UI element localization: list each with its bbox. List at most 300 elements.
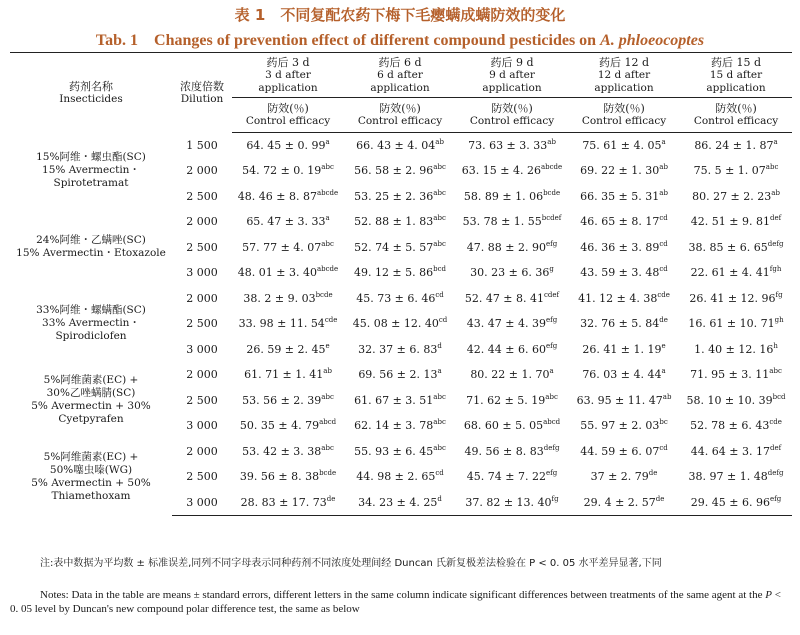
significance-letters: abc xyxy=(433,163,446,172)
efficacy-value: 44. 59 ± 6. 07 xyxy=(580,444,660,458)
efficacy-value-cell xyxy=(568,158,680,184)
significance-letters: a xyxy=(325,138,330,146)
efficacy-value-cell xyxy=(456,362,568,388)
efficacy-value-cell xyxy=(680,235,792,261)
efficacy-value: 29. 4 ± 2. 57 xyxy=(583,495,656,509)
efficacy-value-cell xyxy=(456,413,568,439)
significance-letters: cd xyxy=(659,239,668,248)
efficacy-value-cell xyxy=(456,209,568,235)
efficacy-value: 69. 22 ± 1. 30 xyxy=(580,164,660,178)
efficacy-value: 66. 35 ± 5. 31 xyxy=(580,189,660,203)
efficacy-value: 43. 47 ± 4. 39 xyxy=(466,317,546,331)
significance-letters: gh xyxy=(774,316,784,325)
efficacy-value: 48. 01 ± 3. 40 xyxy=(237,266,317,280)
significance-letters: e xyxy=(661,341,666,350)
efficacy-value-cell xyxy=(680,490,792,516)
efficacy-value-cell xyxy=(232,439,344,465)
efficacy-value-cell xyxy=(232,464,344,490)
agent-name-en1: 33% Avermectin・ xyxy=(42,317,140,330)
header-day-0 xyxy=(232,53,344,98)
header-day-en1: 12 d after xyxy=(597,68,651,81)
significance-letters: e xyxy=(325,341,330,350)
header-efficacy-en: Control efficacy xyxy=(245,115,331,127)
significance-letters: efg xyxy=(545,341,558,350)
efficacy-value-cell xyxy=(232,388,344,414)
dilution-cell: 2 500 xyxy=(186,393,218,407)
efficacy-value-cell xyxy=(232,235,344,261)
agent-name-en2: Spirodiclofen xyxy=(55,330,127,343)
efficacy-value: 69. 56 ± 2. 13 xyxy=(358,368,438,382)
efficacy-value-cell xyxy=(456,464,568,490)
significance-letters: d xyxy=(437,341,442,350)
header-efficacy-1 xyxy=(344,98,456,133)
table-note-en xyxy=(10,588,790,616)
table-note-en-p: P xyxy=(765,589,772,601)
header-efficacy-2 xyxy=(456,98,568,133)
significance-letters: abc xyxy=(433,188,446,197)
header-day-en2: application xyxy=(370,81,430,94)
efficacy-value-cell xyxy=(344,311,456,337)
significance-letters: a xyxy=(773,138,778,146)
agent-name-cn: 33%阿维・螺螨酯(SC) xyxy=(36,304,146,317)
efficacy-value-cell xyxy=(344,337,456,363)
efficacy-value: 45. 74 ± 7. 22 xyxy=(466,470,546,484)
efficacy-value: 49. 56 ± 8. 83 xyxy=(464,444,544,458)
table-title-cn: 表 1 不同复配农药下梅下毛瘿螨成螨防效的变化 xyxy=(234,6,566,24)
significance-letters: efg xyxy=(769,494,782,503)
efficacy-value-cell xyxy=(344,184,456,210)
efficacy-value-cell xyxy=(344,439,456,465)
efficacy-value-cell xyxy=(232,209,344,235)
efficacy-value: 43. 59 ± 3. 48 xyxy=(580,266,660,280)
agent-name-cell xyxy=(10,362,172,439)
header-day-en2: application xyxy=(706,81,766,94)
efficacy-value: 32. 37 ± 6. 83 xyxy=(358,342,438,356)
significance-letters: abcde xyxy=(316,188,339,197)
dilution-cell: 2 500 xyxy=(186,189,218,203)
significance-letters: cde xyxy=(324,316,338,325)
dilution-cell: 3 000 xyxy=(186,419,218,433)
header-day-en1: 6 d after xyxy=(377,68,423,81)
significance-letters: abc xyxy=(545,392,558,401)
dilution-cell: 2 000 xyxy=(186,215,218,229)
efficacy-value-cell xyxy=(456,490,568,516)
efficacy-value: 76. 03 ± 4. 44 xyxy=(582,368,662,382)
efficacy-value-cell xyxy=(568,209,680,235)
header-day-en2: application xyxy=(258,81,318,94)
significance-letters: bcdef xyxy=(541,214,562,223)
header-day-en1: 9 d after xyxy=(489,68,535,81)
dilution-cell: 2 000 xyxy=(186,444,218,458)
efficacy-value: 16. 61 ± 10. 71 xyxy=(688,317,775,331)
efficacy-value-cell xyxy=(568,286,680,312)
agent-name-cell xyxy=(10,209,172,286)
header-dilution-en: Dilution xyxy=(180,92,224,105)
agent-name-cn: 5%阿维菌素(EC) + xyxy=(43,451,139,463)
significance-letters: cd xyxy=(435,290,444,299)
significance-letters: fgh xyxy=(769,265,782,274)
table-row xyxy=(10,209,792,235)
efficacy-value-cell xyxy=(456,311,568,337)
efficacy-value-cell xyxy=(568,464,680,490)
significance-letters: cd xyxy=(438,316,448,325)
efficacy-value-cell xyxy=(456,260,568,286)
efficacy-value-cell xyxy=(568,133,680,159)
significance-letters: de xyxy=(659,316,668,325)
header-agent xyxy=(10,53,172,133)
efficacy-value: 22. 61 ± 4. 41 xyxy=(690,266,770,280)
agent-name-cn: 15%阿维・螺虫酯(SC) xyxy=(36,151,146,164)
header-day-3 xyxy=(568,53,680,98)
efficacy-value: 65. 47 ± 3. 33 xyxy=(246,215,326,229)
header-day-2 xyxy=(456,53,568,98)
efficacy-value-cell xyxy=(456,235,568,261)
efficacy-value: 37. 82 ± 13. 40 xyxy=(465,495,552,509)
table-row xyxy=(10,362,792,388)
efficacy-value: 58. 10 ± 10. 39 xyxy=(686,393,773,407)
agent-name-en2: Spirotetramat xyxy=(53,177,129,190)
significance-letters: abcd xyxy=(319,418,337,427)
header-day-en1: 15 d after xyxy=(709,68,763,81)
efficacy-value: 44. 64 ± 3. 17 xyxy=(690,444,770,458)
efficacy-value: 45. 08 ± 12. 40 xyxy=(352,317,439,331)
significance-letters: abc xyxy=(769,367,782,376)
efficacy-value: 41. 12 ± 4. 38 xyxy=(578,291,658,305)
efficacy-value: 53. 56 ± 2. 39 xyxy=(242,393,322,407)
efficacy-value-cell xyxy=(568,337,680,363)
efficacy-value: 29. 45 ± 6. 96 xyxy=(690,495,770,509)
significance-letters: bc xyxy=(659,418,668,427)
efficacy-value: 53. 42 ± 3. 38 xyxy=(242,444,322,458)
efficacy-value-cell xyxy=(456,388,568,414)
efficacy-value-cell xyxy=(456,158,568,184)
agent-name-en2: Cyetpyrafen xyxy=(58,413,124,426)
significance-letters: abcde xyxy=(540,163,563,172)
table-note-cn: 注:表中数据为平均数 ± 标准误差,同列不同字母表示同种药剂不同浓度处理间经 Duncan 氏新复极差法检验在 P < 0. 05 水平差异显著,下同 xyxy=(40,558,662,569)
efficacy-value-cell xyxy=(456,439,568,465)
header-efficacy-en: Control efficacy xyxy=(581,115,667,127)
efficacy-value: 75. 5 ± 1. 07 xyxy=(693,164,766,178)
significance-letters: ab xyxy=(771,188,780,197)
table-note-en-b: < 0. 05 level by Duncan's new compound polar difference test, the same as below xyxy=(10,589,781,615)
agent-name-en1: 5% Avermectin + 50% xyxy=(31,477,151,489)
efficacy-value-cell xyxy=(568,439,680,465)
efficacy-value: 56. 58 ± 2. 96 xyxy=(354,164,434,178)
efficacy-value-cell xyxy=(456,286,568,312)
dilution-cell: 2 000 xyxy=(186,164,218,178)
agent-name-cn2: 30%乙唑螨腈(SC) xyxy=(46,387,136,400)
dilution-cell: 3 000 xyxy=(186,342,218,356)
efficacy-value: 44. 98 ± 2. 65 xyxy=(356,470,436,484)
efficacy-value-cell xyxy=(344,464,456,490)
header-day-en2: application xyxy=(482,81,542,94)
efficacy-value: 61. 67 ± 3. 51 xyxy=(354,393,434,407)
header-efficacy-cn: 防效(％) xyxy=(491,102,533,115)
header-agent-en: Insecticides xyxy=(59,92,123,105)
header-day-en1: 3 d after xyxy=(265,68,311,81)
significance-letters: abcde xyxy=(316,265,339,274)
efficacy-value-cell xyxy=(680,464,792,490)
header-day-cn: 药后 12 d xyxy=(598,55,650,69)
header-efficacy-cn: 防效(％) xyxy=(267,102,309,115)
efficacy-value: 50. 35 ± 4. 79 xyxy=(239,419,320,433)
significance-letters: cd xyxy=(659,265,668,274)
efficacy-value-cell xyxy=(680,362,792,388)
dilution-cell: 2 000 xyxy=(186,291,218,305)
efficacy-value-cell xyxy=(680,260,792,286)
efficacy-value: 33. 98 ± 11. 54 xyxy=(238,317,325,331)
dilution-cell: 1 500 xyxy=(186,138,218,152)
efficacy-value: 53. 78 ± 1. 55 xyxy=(462,215,542,229)
header-efficacy-3 xyxy=(568,98,680,133)
efficacy-value: 30. 23 ± 6. 36 xyxy=(470,266,550,280)
significance-letters: defg xyxy=(543,443,560,452)
efficacy-value: 46. 36 ± 3. 89 xyxy=(580,240,660,254)
significance-letters: abcd xyxy=(543,418,561,427)
efficacy-value: 49. 12 ± 5. 86 xyxy=(353,266,434,280)
agent-name-cell xyxy=(10,286,172,363)
efficacy-value-cell xyxy=(232,184,344,210)
agent-name-en1: 5% Avermectin + 30% xyxy=(31,400,151,413)
efficacy-value-cell xyxy=(568,184,680,210)
significance-letters: fg xyxy=(775,290,783,299)
efficacy-value-cell xyxy=(456,184,568,210)
significance-letters: defg xyxy=(767,469,784,478)
significance-letters: bcde xyxy=(319,469,337,478)
significance-letters: a xyxy=(661,138,666,146)
efficacy-value: 66. 43 ± 4. 04 xyxy=(356,139,436,152)
efficacy-value-cell xyxy=(680,388,792,414)
significance-letters: ab xyxy=(659,163,668,172)
efficacy-value-cell xyxy=(344,158,456,184)
efficacy-value: 64. 45 ± 0. 99 xyxy=(246,139,326,152)
header-day-en2: application xyxy=(594,81,654,94)
efficacy-value-cell xyxy=(680,133,792,159)
efficacy-value: 38. 85 ± 6. 65 xyxy=(688,240,768,254)
efficacy-value-cell xyxy=(344,235,456,261)
significance-letters: cde xyxy=(657,290,670,299)
header-efficacy-cn: 防效(％) xyxy=(603,102,645,115)
header-efficacy-en: Control efficacy xyxy=(693,115,779,127)
header-efficacy-4 xyxy=(680,98,792,133)
efficacy-value-cell xyxy=(568,388,680,414)
significance-letters: efg xyxy=(545,239,558,248)
significance-letters: abc xyxy=(433,392,446,401)
header-day-4 xyxy=(680,53,792,98)
agent-name-en1: 15% Avermectin・Etoxazole xyxy=(16,247,166,260)
efficacy-value-cell xyxy=(344,388,456,414)
significance-letters: ab xyxy=(323,367,332,376)
efficacy-value: 58. 89 ± 1. 06 xyxy=(463,189,544,203)
agent-name-en1: 15% Avermectin・ xyxy=(42,164,140,177)
header-day-1 xyxy=(344,53,456,98)
table-title-en-text: Tab. 1 Changes of prevention effect of different compound pesticides on xyxy=(95,32,601,49)
efficacy-value-cell xyxy=(232,413,344,439)
efficacy-table xyxy=(10,52,792,516)
agent-name-cell xyxy=(10,439,172,516)
header-day-cn: 药后 3 d xyxy=(266,55,310,69)
efficacy-value: 46. 65 ± 8. 17 xyxy=(580,215,660,229)
efficacy-value: 28. 83 ± 17. 73 xyxy=(240,495,327,509)
efficacy-value-cell xyxy=(232,286,344,312)
efficacy-value-cell xyxy=(232,133,344,159)
efficacy-value: 37 ± 2. 79 xyxy=(590,470,649,484)
agent-name-cn: 24%阿维・乙螨唑(SC) xyxy=(36,234,146,247)
efficacy-value: 53. 25 ± 2. 36 xyxy=(354,189,434,203)
header-day-cn: 药后 15 d xyxy=(710,55,762,69)
efficacy-value: 71. 62 ± 5. 19 xyxy=(466,393,546,407)
significance-letters: a xyxy=(661,367,666,376)
efficacy-value: 52. 74 ± 5. 57 xyxy=(354,240,434,254)
significance-letters: cdef xyxy=(544,290,560,299)
significance-letters: abc xyxy=(321,443,334,452)
significance-letters: abc xyxy=(433,214,446,223)
significance-letters: efg xyxy=(545,316,558,325)
efficacy-value-cell xyxy=(344,413,456,439)
efficacy-value: 71. 95 ± 3. 11 xyxy=(690,368,770,382)
efficacy-value-cell xyxy=(232,260,344,286)
efficacy-value-cell xyxy=(680,413,792,439)
significance-letters: defg xyxy=(767,239,784,248)
table-title-en xyxy=(0,27,800,50)
efficacy-value: 86. 24 ± 1. 87 xyxy=(694,139,774,152)
significance-letters: a xyxy=(325,214,330,223)
significance-letters: abc xyxy=(321,163,334,172)
header-dilution-cn: 浓度倍数 xyxy=(180,79,224,93)
header-efficacy-cn: 防效(％) xyxy=(715,102,757,115)
efficacy-value-cell xyxy=(680,158,792,184)
efficacy-value-cell xyxy=(680,286,792,312)
significance-letters: cd xyxy=(435,469,444,478)
efficacy-value-cell xyxy=(680,439,792,465)
significance-letters: a xyxy=(437,367,442,376)
efficacy-value-cell xyxy=(456,337,568,363)
significance-letters: bcde xyxy=(543,188,561,197)
significance-letters: def xyxy=(769,443,782,452)
significance-letters: bcd xyxy=(772,392,786,401)
significance-letters: cde xyxy=(769,418,782,427)
agent-name-en2: Thiamethoxam xyxy=(51,490,131,502)
efficacy-value: 63. 95 ± 11. 47 xyxy=(576,393,663,407)
header-efficacy-cn: 防效(％) xyxy=(379,102,421,115)
header-agent-cn: 药剂名称 xyxy=(69,79,113,93)
significance-letters: fg xyxy=(551,494,559,503)
efficacy-value: 38. 2 ± 9. 03 xyxy=(243,291,316,305)
significance-letters: def xyxy=(769,214,782,223)
efficacy-value-cell xyxy=(568,235,680,261)
table-row xyxy=(10,439,792,465)
efficacy-value: 42. 51 ± 9. 81 xyxy=(690,215,770,229)
significance-letters: de xyxy=(648,469,658,478)
significance-letters: abc xyxy=(433,418,446,427)
efficacy-value-cell xyxy=(680,311,792,337)
efficacy-value-cell xyxy=(232,311,344,337)
significance-letters: ab xyxy=(659,188,668,197)
efficacy-value-cell xyxy=(232,490,344,516)
efficacy-value-cell xyxy=(568,362,680,388)
header-dilution xyxy=(172,53,232,133)
dilution-cell: 2 500 xyxy=(186,470,218,484)
agent-name-cn2: 50%噻虫嗪(WG) xyxy=(49,464,133,476)
efficacy-value-cell xyxy=(568,490,680,516)
efficacy-value-cell xyxy=(232,362,344,388)
significance-letters: a xyxy=(549,367,554,376)
efficacy-value: 34. 23 ± 4. 25 xyxy=(358,495,438,509)
dilution-cell: 2 500 xyxy=(186,317,218,331)
efficacy-value-cell xyxy=(680,184,792,210)
efficacy-value-cell xyxy=(680,209,792,235)
efficacy-value: 45. 73 ± 6. 46 xyxy=(356,291,436,305)
significance-letters: bcd xyxy=(433,265,447,274)
significance-letters: abc xyxy=(321,392,334,401)
efficacy-value: 26. 59 ± 2. 45 xyxy=(246,342,326,356)
efficacy-value-cell xyxy=(344,260,456,286)
efficacy-value: 1. 40 ± 12. 16 xyxy=(694,342,774,356)
dilution-cell: 3 000 xyxy=(186,266,218,280)
efficacy-value-cell xyxy=(344,209,456,235)
significance-letters: de xyxy=(655,494,665,503)
significance-letters: abc xyxy=(321,239,334,248)
efficacy-value: 48. 46 ± 8. 87 xyxy=(237,189,317,203)
header-efficacy-en: Control efficacy xyxy=(469,115,555,127)
efficacy-value-cell xyxy=(456,133,568,159)
efficacy-value-cell xyxy=(344,133,456,159)
header-efficacy-0 xyxy=(232,98,344,133)
significance-letters: g xyxy=(549,265,554,274)
header-day-cn: 药后 6 d xyxy=(378,55,422,69)
efficacy-value: 62. 14 ± 3. 78 xyxy=(354,419,434,433)
efficacy-value: 55. 97 ± 2. 03 xyxy=(580,419,660,433)
significance-letters: cd xyxy=(659,214,668,223)
significance-letters: ab xyxy=(662,392,672,401)
significance-letters: de xyxy=(326,494,336,503)
efficacy-value: 32. 76 ± 5. 84 xyxy=(580,317,660,331)
efficacy-value-cell xyxy=(232,158,344,184)
significance-letters: cd xyxy=(659,443,668,452)
efficacy-value: 80. 27 ± 2. 23 xyxy=(692,189,772,203)
efficacy-value-cell xyxy=(680,337,792,363)
significance-letters: ab xyxy=(547,138,556,146)
header-day-cn: 药后 9 d xyxy=(490,55,534,69)
significance-letters: bcde xyxy=(315,290,333,299)
efficacy-value: 26. 41 ± 1. 19 xyxy=(582,342,662,356)
significance-letters: efg xyxy=(545,469,558,478)
efficacy-value-cell xyxy=(344,490,456,516)
table-row xyxy=(10,133,792,159)
significance-letters: h xyxy=(773,341,778,350)
efficacy-value: 54. 72 ± 0. 19 xyxy=(242,164,322,178)
efficacy-value: 68. 60 ± 5. 05 xyxy=(463,419,544,433)
efficacy-value: 63. 15 ± 4. 26 xyxy=(461,164,541,178)
efficacy-value: 80. 22 ± 1. 70 xyxy=(470,368,550,382)
efficacy-value: 61. 71 ± 1. 41 xyxy=(244,368,324,382)
efficacy-value: 42. 44 ± 6. 60 xyxy=(466,342,546,356)
significance-letters: ab xyxy=(435,138,444,146)
dilution-cell: 2 000 xyxy=(186,368,218,382)
efficacy-value-cell xyxy=(568,260,680,286)
efficacy-value: 75. 61 ± 4. 05 xyxy=(582,139,662,152)
dilution-cell: 2 500 xyxy=(186,240,218,254)
efficacy-value: 47. 88 ± 2. 90 xyxy=(466,240,546,254)
efficacy-value-cell xyxy=(568,413,680,439)
efficacy-value: 52. 47 ± 8. 41 xyxy=(464,291,545,305)
table-note-en-a: Notes: Data in the table are means ± standard errors, different letters in the same column indicate significant differences between treatments of the same agent at the xyxy=(40,589,766,601)
efficacy-value-cell xyxy=(568,311,680,337)
header-efficacy-en: Control efficacy xyxy=(357,115,443,127)
efficacy-value: 52. 88 ± 1. 83 xyxy=(354,215,434,229)
efficacy-value: 52. 78 ± 6. 43 xyxy=(690,419,770,433)
efficacy-value-cell xyxy=(344,362,456,388)
